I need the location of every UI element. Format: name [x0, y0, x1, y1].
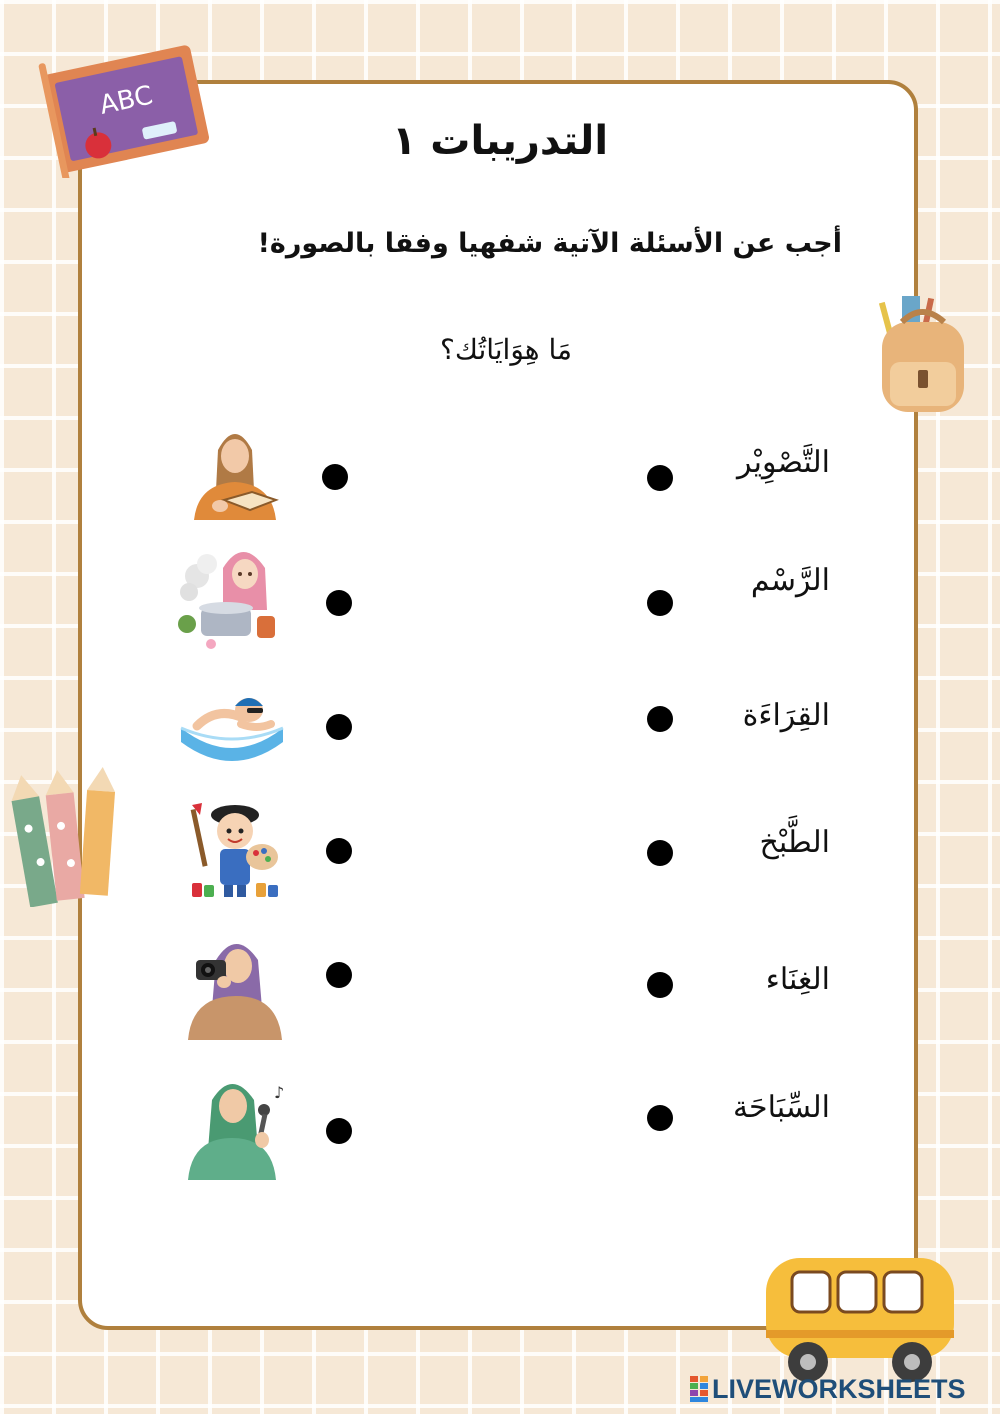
- match-dot-left-5[interactable]: [326, 962, 352, 988]
- match-dot-left-6[interactable]: [326, 1118, 352, 1144]
- swimming-icon: [177, 676, 287, 786]
- match-dot-left-2[interactable]: [326, 590, 352, 616]
- pencils-icon: [10, 765, 128, 907]
- painting-icon: [180, 795, 290, 905]
- word-swimming: السِّبَاحَة: [732, 1090, 830, 1125]
- watermark-text: LIVEWORKSHEETS: [712, 1373, 966, 1404]
- svg-text:♪: ♪: [274, 1083, 285, 1102]
- photography-icon: [178, 930, 288, 1040]
- match-dot-right-1[interactable]: [647, 465, 673, 491]
- blackboard-text: ABC: [97, 80, 156, 121]
- worksheet-title: التدريبات ١: [391, 118, 609, 164]
- liveworksheets-watermark: [690, 1374, 966, 1404]
- liveworksheets-logo-icon: [690, 1376, 708, 1402]
- school-bus-icon: [752, 1238, 964, 1388]
- word-singing: الغِنَاء: [765, 962, 830, 997]
- match-dot-left-3[interactable]: [326, 714, 352, 740]
- match-dot-right-2[interactable]: [647, 590, 673, 616]
- match-dot-right-3[interactable]: [647, 706, 673, 732]
- match-dot-right-5[interactable]: [647, 972, 673, 998]
- match-dot-left-4[interactable]: [326, 838, 352, 864]
- match-dot-left-1[interactable]: [322, 464, 348, 490]
- singing-icon: [180, 1070, 290, 1180]
- cooking-icon: [175, 540, 285, 650]
- word-cooking: الطَّبْخ: [759, 825, 830, 860]
- match-dot-right-4[interactable]: [647, 840, 673, 866]
- word-drawing: الرَّسْم: [750, 563, 830, 598]
- match-dot-right-6[interactable]: [647, 1105, 673, 1131]
- reading-icon: [180, 420, 290, 530]
- word-photography: التَّصْوِيْر: [737, 445, 830, 480]
- instruction-text: أجب عن الأسئلة الآتية شفهيا وفقا بالصورة!: [257, 228, 842, 259]
- question-text: مَا هِوَايَاتُك؟: [439, 333, 572, 366]
- word-reading: القِرَاءَة: [742, 698, 830, 733]
